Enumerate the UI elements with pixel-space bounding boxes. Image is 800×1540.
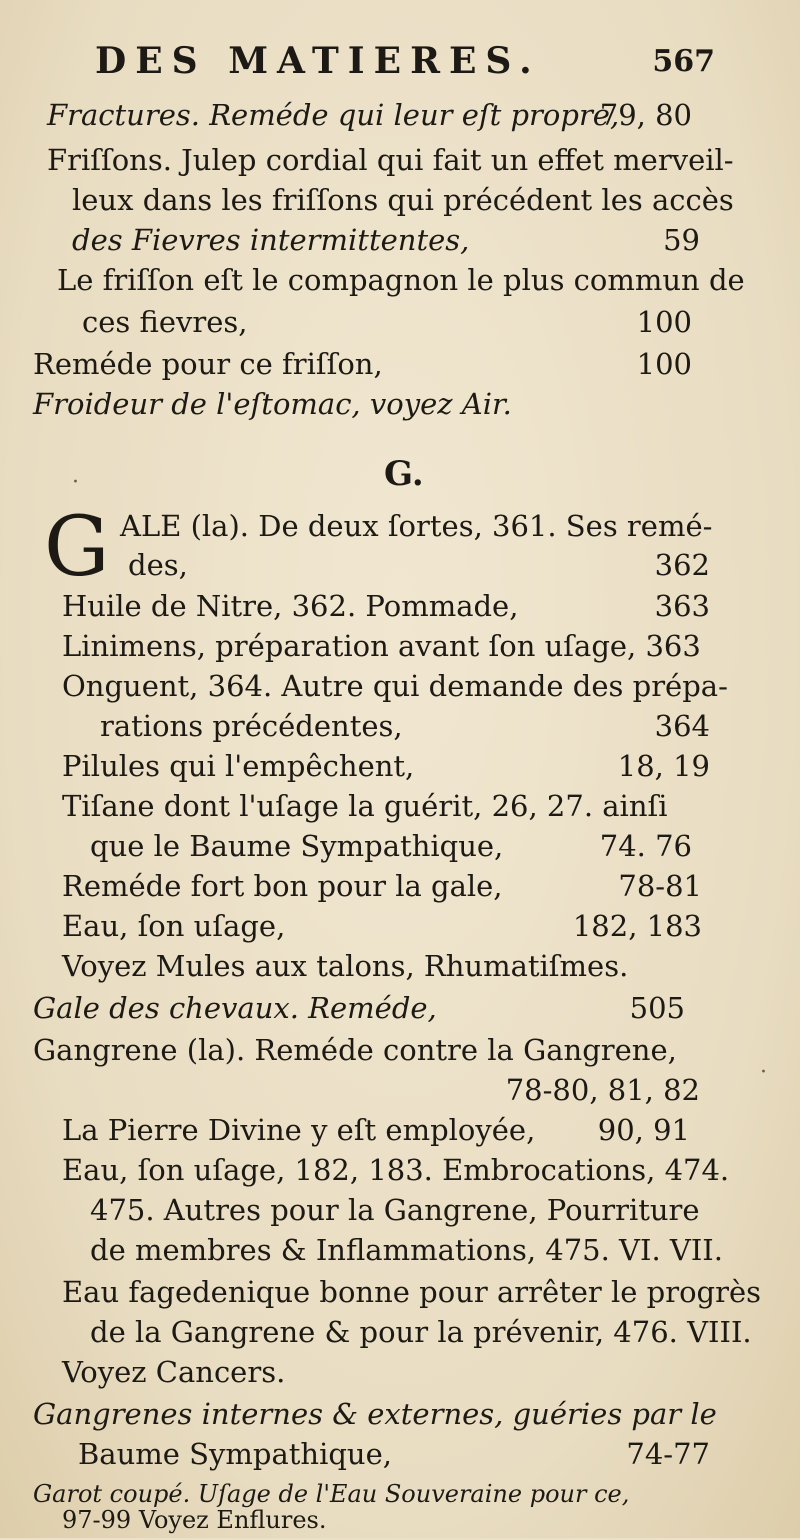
entry-pages: 78-80, 81, 82 bbox=[505, 1073, 700, 1107]
entry-pages: 90, 91 bbox=[597, 1113, 690, 1147]
entry-text: ALE (la). De deux ſortes, 361. Ses remé- bbox=[120, 509, 713, 543]
index-entry bbox=[0, 384, 800, 424]
entry-text: Tiſane dont l'uſage la guérit, 26, 27. ainſi bbox=[62, 789, 668, 823]
entry-text: leux dans les friſſons qui précédent les accès bbox=[72, 183, 734, 217]
entry-pages: 74. 76 bbox=[599, 829, 692, 863]
index-entry bbox=[0, 220, 800, 260]
entry-pages: 362 bbox=[654, 548, 710, 582]
entry-pages: 100 bbox=[636, 347, 692, 381]
entry-text: Gale des chevaux. Reméde, bbox=[33, 991, 437, 1025]
index-entry bbox=[0, 1190, 800, 1230]
entry-text: Pilules qui l'empêchent, bbox=[62, 749, 415, 783]
entry-text: Eau, ſon uſage, 182, 183. Embrocations, 474. bbox=[62, 1153, 730, 1187]
entry-pages: 100 bbox=[636, 305, 692, 339]
index-entry bbox=[0, 95, 800, 135]
index-entry bbox=[0, 1434, 800, 1474]
index-entry bbox=[0, 786, 800, 826]
entry-pages: 182, 183 bbox=[572, 909, 702, 943]
entry-text: des, bbox=[128, 548, 188, 582]
entry-text: Voyez Mules aux talons, Rhumatiſmes. bbox=[62, 949, 629, 983]
entry-text: que le Baume Sympathique, bbox=[90, 829, 504, 863]
index-entry bbox=[0, 666, 800, 706]
entry-text: Friſſons. Julep cordial qui fait un effet merveil- bbox=[47, 143, 734, 177]
index-entry bbox=[0, 344, 800, 384]
entry-text: 475. Autres pour la Gangrene, Pourriture bbox=[90, 1193, 700, 1227]
index-entry bbox=[0, 180, 800, 220]
ink-speck: · bbox=[760, 1060, 767, 1085]
index-entry bbox=[0, 1394, 800, 1434]
index-entry bbox=[0, 1500, 800, 1540]
entry-text: Voyez Cancers. bbox=[62, 1355, 286, 1389]
drop-cap: G bbox=[44, 500, 110, 595]
entry-text: La Pierre Divine y eſt employée, bbox=[62, 1113, 536, 1147]
entry-text: Froideur de l'eſtomac, voyez Air. bbox=[33, 387, 512, 421]
index-entry bbox=[0, 1272, 800, 1312]
index-entry bbox=[0, 506, 800, 546]
index-entry bbox=[0, 302, 800, 342]
entry-text: Onguent, 364. Autre qui demande des prépa- bbox=[62, 669, 728, 703]
entry-text: Le friſſon eſt le compagnon le plus commun de bbox=[57, 263, 745, 297]
entry-text: 97-99 Voyez Enflures. bbox=[62, 1506, 327, 1534]
entry-pages: 505 bbox=[629, 991, 685, 1025]
index-entry bbox=[0, 1030, 800, 1070]
index-entry bbox=[0, 946, 800, 986]
entry-text: Eau fagedenique bonne pour arrêter le progrès bbox=[62, 1275, 762, 1309]
entry-pages: 363 bbox=[654, 589, 710, 623]
entry-text: Fractures. Reméde qui leur eſt propre, bbox=[47, 98, 620, 132]
page-header bbox=[95, 40, 715, 80]
index-entry bbox=[0, 988, 800, 1028]
section-letter: G. bbox=[384, 454, 424, 494]
entry-pages: 364 bbox=[654, 709, 710, 743]
entry-text: rations précédentes, bbox=[100, 709, 403, 743]
index-entry bbox=[0, 906, 800, 946]
entry-text: Reméde pour ce friſſon, bbox=[33, 347, 383, 381]
entry-text: de membres & Inflammations, 475. VI. VII. bbox=[90, 1233, 723, 1267]
ink-speck: · bbox=[72, 470, 79, 495]
page-number: 567 bbox=[652, 44, 715, 79]
entry-text: de la Gangrene & pour la prévenir, 476. VIII. bbox=[90, 1315, 752, 1349]
index-entry bbox=[0, 1150, 800, 1190]
index-entry bbox=[0, 140, 800, 180]
running-title: DES MATIERES. bbox=[95, 40, 541, 82]
entry-pages: 78-81 bbox=[618, 869, 702, 903]
entry-pages: 59 bbox=[663, 223, 700, 257]
entry-text: Baume Sympathique, bbox=[78, 1437, 392, 1471]
entry-text: Linimens, préparation avant ſon uſage, 363 bbox=[62, 629, 701, 663]
index-entry bbox=[0, 626, 800, 666]
index-entry bbox=[0, 260, 800, 300]
entry-text: Gangrenes internes & externes, guéries par le bbox=[33, 1397, 717, 1431]
index-entry bbox=[0, 1070, 800, 1110]
entry-text: Gangrene (la). Reméde contre la Gangrene, bbox=[33, 1033, 677, 1067]
index-entry bbox=[0, 586, 800, 626]
entry-text: des Fievres intermittentes, bbox=[72, 223, 470, 257]
entry-text: Eau, ſon uſage, bbox=[62, 909, 286, 943]
entry-text: Garot coupé. Uſage de l'Eau Souveraine pour ce, bbox=[33, 1480, 630, 1508]
index-entry bbox=[0, 1352, 800, 1392]
entry-pages: 18, 19 bbox=[617, 749, 710, 783]
index-entry bbox=[0, 866, 800, 906]
index-entry bbox=[0, 1110, 800, 1150]
index-entry bbox=[0, 826, 800, 866]
entry-text: Huile de Nitre, 362. Pommade, bbox=[62, 589, 519, 623]
index-entry bbox=[0, 1312, 800, 1352]
index-entry bbox=[0, 706, 800, 746]
index-entry bbox=[0, 1230, 800, 1270]
entry-pages: 79, 80 bbox=[599, 98, 692, 132]
entry-text: Reméde fort bon pour la gale, bbox=[62, 869, 503, 903]
entry-text: ces fievres, bbox=[82, 305, 248, 339]
index-entry bbox=[0, 746, 800, 786]
index-entry bbox=[0, 545, 800, 585]
entry-pages: 74-77 bbox=[626, 1437, 710, 1471]
